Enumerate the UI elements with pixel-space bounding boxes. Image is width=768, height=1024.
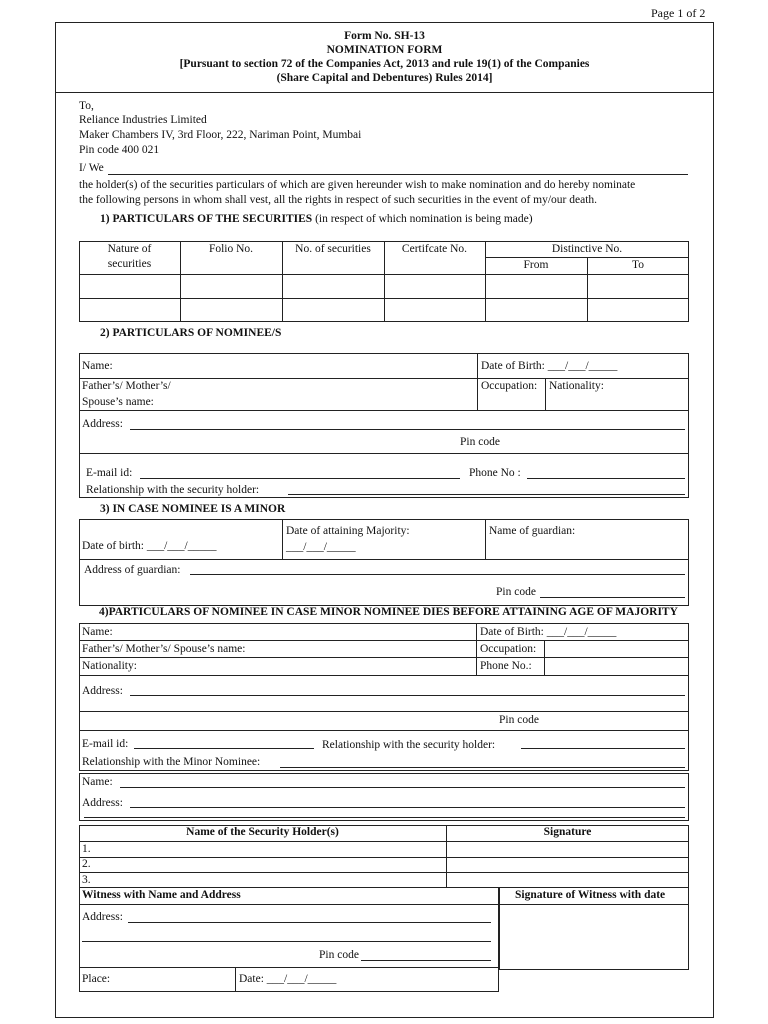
nominee-relationship-field[interactable] xyxy=(288,494,685,495)
nominee-box xyxy=(79,353,689,498)
nominee-father-label-1: Father’s/ Mother’s/ xyxy=(82,380,171,392)
nominee-dob[interactable]: Date of Birth: ___/___/_____ xyxy=(481,360,618,372)
col-to: To xyxy=(632,259,644,271)
alt-nominee-occupation-label: Occupation: xyxy=(480,643,537,655)
nominee-email-label: E-mail id: xyxy=(86,467,133,479)
col-nature-2: securities xyxy=(107,258,152,270)
signature-header: Signature xyxy=(543,826,592,838)
alt-nominee-address-field[interactable] xyxy=(130,695,685,696)
alt-nominee-nationality-label: Nationality: xyxy=(82,660,137,672)
nominee-address-field[interactable] xyxy=(130,429,685,430)
alt-guardian-box xyxy=(79,773,689,821)
alt-nominee-pin-label: Pin code xyxy=(499,714,539,726)
minor-grid xyxy=(485,519,486,559)
alt-nominee-email-label: E-mail id: xyxy=(82,738,129,750)
holder-row-3[interactable]: 3. xyxy=(82,874,91,886)
alt-nominee-dob[interactable]: Date of Birth: ___/___/_____ xyxy=(480,626,617,638)
nominee-relationship-label: Relationship with the security holder: xyxy=(86,484,260,496)
alt-nominee-father-label: Father’s/ Mother’s/ Spouse’s name: xyxy=(82,643,246,655)
alt-nominee-relationship-minor-field[interactable] xyxy=(280,767,685,768)
col-distinctive: Distinctive No. xyxy=(551,243,623,255)
section1-title: 1) PARTICULARS OF THE SECURITIES xyxy=(100,213,313,225)
witness-pin-label: Pin code xyxy=(319,949,359,961)
alt-nominee-grid xyxy=(79,711,689,712)
minor-grid xyxy=(282,519,283,559)
nominee-name-label: Name: xyxy=(82,360,113,372)
minor-majority-label: Date of attaining Majority: xyxy=(286,525,410,537)
nominee-grid xyxy=(545,378,546,410)
legal-reference-line1: [Pursuant to section 72 of the Companies Act, 2013 and rule 19(1) of the Companies xyxy=(179,58,590,70)
alt-nominee-grid xyxy=(79,640,689,641)
iwe-field[interactable] xyxy=(108,174,688,175)
nominee-occupation-label: Occupation: xyxy=(481,380,538,392)
intro-line2: the following persons in whom shall vest, all the rights in respect of such securities in the event of my/our death. xyxy=(79,194,598,206)
witness-pin-field[interactable] xyxy=(361,960,491,961)
alt-nominee-phone-label: Phone No.: xyxy=(480,660,532,672)
form-number: Form No. SH-13 xyxy=(344,30,425,42)
witness-grid xyxy=(79,904,689,905)
alt-nominee-grid xyxy=(544,640,545,675)
alt-nominee-email-field[interactable] xyxy=(134,748,314,749)
company-name: Reliance Industries Limited xyxy=(79,114,207,126)
section1-heading xyxy=(100,213,533,225)
nominee-pin-label: Pin code xyxy=(460,436,500,448)
nominee-email-field[interactable] xyxy=(140,478,460,479)
header-divider xyxy=(55,92,714,93)
nominee-phone-label: Phone No : xyxy=(469,467,521,479)
col-certificate: Certifcate No. xyxy=(401,243,468,255)
nominee-grid xyxy=(477,353,478,410)
witness-grid xyxy=(235,967,236,992)
form-title: NOMINATION FORM xyxy=(326,44,443,56)
nominee-address-label: Address: xyxy=(82,418,123,430)
intro-line1: the holder(s) of the securities particulars of which are given hereunder wish to make nomination and do hereby nominate xyxy=(79,179,636,191)
alt-nominee-address-label: Address: xyxy=(82,685,123,697)
signature-grid xyxy=(79,857,689,858)
alt-nominee-relationship-holder-field[interactable] xyxy=(521,748,685,749)
place-label: Place: xyxy=(82,973,111,985)
witness-address-field-2[interactable] xyxy=(82,941,491,942)
witness-address-field[interactable] xyxy=(128,922,491,923)
witness-address-label: Address: xyxy=(82,911,123,923)
alt-nominee-grid xyxy=(79,657,689,658)
nominee-father-label-2: Spouse’s name: xyxy=(82,396,154,408)
nominee-nationality-label: Nationality: xyxy=(549,380,604,392)
security-holder-header: Name of the Security Holder(s) xyxy=(186,826,339,838)
col-num-securities: No. of securities xyxy=(295,243,371,255)
iwe-label: I/ We xyxy=(79,162,104,174)
alt-guardian-address-field[interactable] xyxy=(130,807,685,808)
alt-nominee-grid xyxy=(79,675,689,676)
alt-nominee-relationship-minor-label: Relationship with the Minor Nominee: xyxy=(82,756,261,768)
company-pincode: Pin code 400 021 xyxy=(79,144,160,156)
guardian-name-label: Name of guardian: xyxy=(489,525,576,537)
witness-date[interactable]: Date: ___/___/_____ xyxy=(239,973,337,985)
alt-guardian-name-label: Name: xyxy=(82,776,113,788)
holder-row-2[interactable]: 2. xyxy=(82,858,91,870)
guardian-address-label: Address of guardian: xyxy=(84,564,181,576)
guardian-pin-label: Pin code xyxy=(496,586,536,598)
guardian-pin-field[interactable] xyxy=(540,597,685,598)
to-label: To, xyxy=(79,100,94,112)
witness-grid xyxy=(79,967,499,968)
minor-dob[interactable]: Date of birth: ___/___/_____ xyxy=(82,540,217,552)
section3-title: 3) IN CASE NOMINEE IS A MINOR xyxy=(100,503,286,515)
section2-title: 2) PARTICULARS OF NOMINEE/S xyxy=(100,327,282,339)
nominee-grid xyxy=(79,410,689,411)
alt-nominee-grid xyxy=(476,623,477,675)
nominee-grid xyxy=(79,453,689,454)
col-folio: Folio No. xyxy=(208,243,254,255)
signature-grid xyxy=(79,872,689,873)
alt-guardian-address-label: Address: xyxy=(82,797,123,809)
minor-grid xyxy=(79,559,689,560)
guardian-address-field[interactable] xyxy=(190,574,685,575)
section1-note: (in respect of which nomination is being made) xyxy=(315,213,533,225)
witness-header: Witness with Name and Address xyxy=(82,889,241,901)
nominee-grid xyxy=(79,378,689,379)
col-from: From xyxy=(523,259,549,271)
alt-guardian-name-field[interactable] xyxy=(120,787,685,788)
nominee-phone-field[interactable] xyxy=(527,478,685,479)
minor-majority-date[interactable]: ___/___/_____ xyxy=(286,541,356,553)
alt-nominee-grid xyxy=(79,730,689,731)
signature-grid xyxy=(79,841,689,842)
alt-nominee-name-label: Name: xyxy=(82,626,113,638)
holder-row-1[interactable]: 1. xyxy=(82,843,91,855)
page-label: Page 1 of 2 xyxy=(651,6,706,20)
securities-grid xyxy=(485,257,689,258)
col-nature-1: Nature of xyxy=(107,243,152,255)
company-address: Maker Chambers IV, 3rd Floor, 222, Nariman Point, Mumbai xyxy=(79,129,362,141)
alt-nominee-relationship-holder-label: Relationship with the security holder: xyxy=(322,739,496,751)
section4-title: 4)PARTICULARS OF NOMINEE IN CASE MINOR NOMINEE DIES BEFORE ATTAINING AGE OF MAJORITY xyxy=(99,606,678,618)
securities-row-1[interactable] xyxy=(80,275,688,297)
legal-reference-line2: (Share Capital and Debentures) Rules 2014] xyxy=(276,72,493,84)
alt-guardian-address-field-2[interactable] xyxy=(84,817,685,818)
witness-signature-header: Signature of Witness with date xyxy=(515,889,666,901)
securities-row-2[interactable] xyxy=(80,299,688,321)
